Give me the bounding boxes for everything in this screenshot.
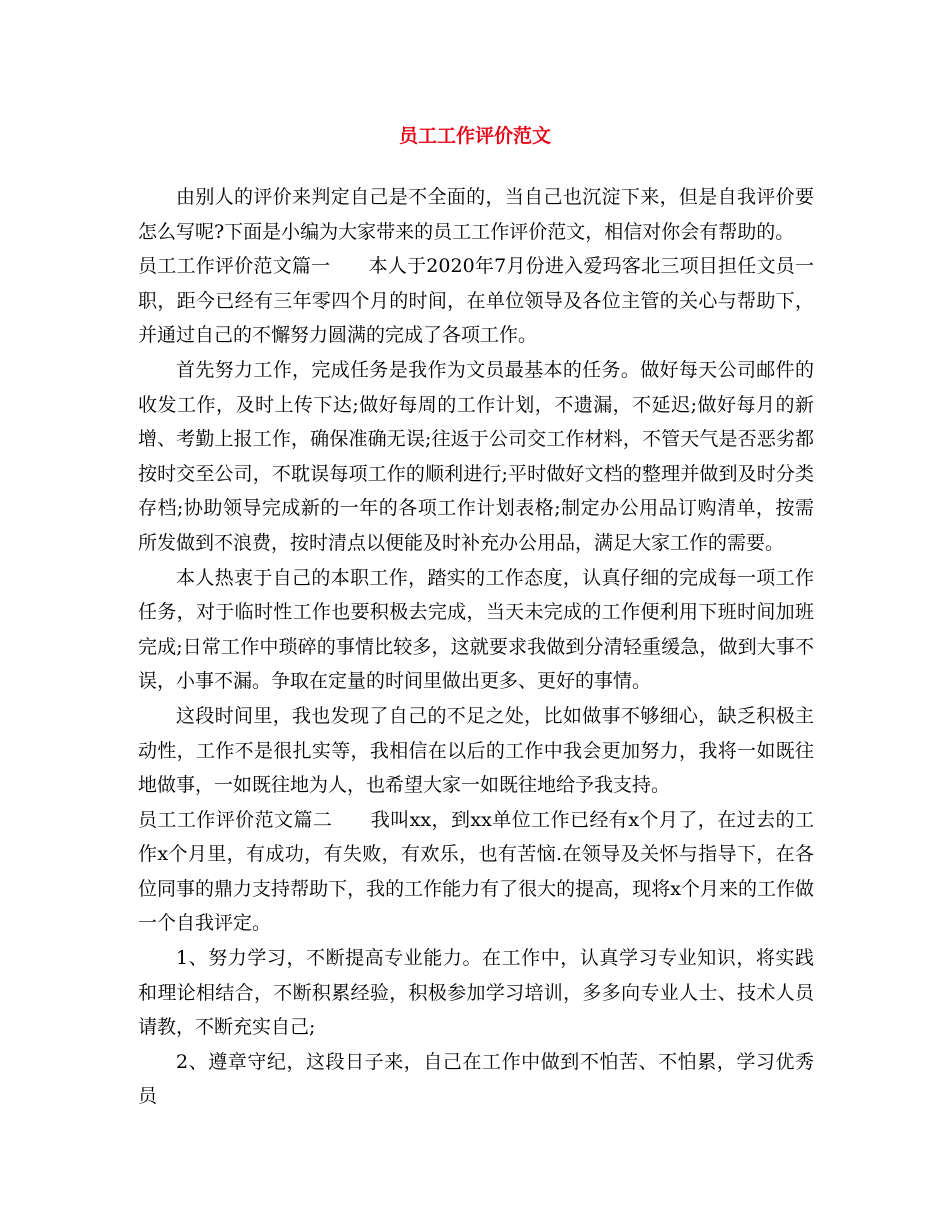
- body-paragraph: [138, 561, 814, 699]
- section-one-paragraph: [138, 249, 814, 353]
- numbered-paragraph: [138, 941, 814, 1045]
- paragraph-text: 这段时间里，我也发现了自己的不足之处，比如做事不够细心，缺乏积极主动性，工作不是很扎实等，我相信在以后的工作中我会更加努力，我将一如既往地做事，一如既往地为人，也希望大家一如既往地给予我支持。: [138, 704, 814, 797]
- body-paragraph: [138, 699, 814, 803]
- body-paragraph: [138, 353, 814, 561]
- paragraph-text: 首先努力工作，完成任务是我作为文员最基本的任务。做好每天公司邮件的收发工作，及时上传下达;做好每周的工作计划，不遗漏，不延迟;做好每月的新增、考勤上报工作，确保准确无误;往返于公司交工作材料，不管天气是否恶劣都按时交至公司，不耽误每项工作的顺利进行;平时做好文档的整理并做到及时分类存档;协助领导完成新的一年的各项工作计划表格;制定办公用品订购清单，按需所发做到不浪费，按时清点以便能及时补充办公用品，满足大家工作的需要。: [138, 358, 814, 554]
- section-two-paragraph: [138, 803, 814, 941]
- section-heading: 员工工作评价范文篇二: [138, 808, 333, 831]
- paragraph-text: 1、努力学习，不断提高专业能力。在工作中，认真学习专业知识，将实践和理论相结合，不断积累经验，积极参加学习培训，多多向专业人士、技术人员请教，不断充实自己;: [138, 947, 814, 1039]
- paragraph-text: 由别人的评价来判定自己是不全面的，当自己也沉淀下来，但是自我评价要怎么写呢?下面是小编为大家带来的员工工作评价范文，相信对你会有帮助的。: [138, 186, 814, 243]
- paragraph-text: 本人热衷于自己的本职工作，踏实的工作态度，认真仔细的完成每一项工作任务，对于临时性工作也要积极去完成，当天未完成的工作便利用下班时间加班完成;日常工作中琐碎的事情比较多，这就要求我做到分清轻重缓急，做到大事不误，小事不漏。争取在定量的时间里做出更多、更好的事情。: [138, 566, 814, 693]
- section-heading: 员工工作评价范文篇一: [138, 255, 331, 278]
- document-body: [138, 180, 814, 1114]
- intro-paragraph: [138, 180, 814, 249]
- paragraph-text: 本人于2020年7月份进入爱玛客北三项目担任文员一职，距今已经有三年零四个月的时间，在单位领导及各位主管的关心与帮助下，并通过自己的不懈努力圆满的完成了各项工作。: [138, 255, 814, 347]
- document-title: 员工工作评价范文: [398, 125, 551, 147]
- numbered-paragraph: [138, 1045, 814, 1114]
- paragraph-text: 我叫xx，到xx单位工作已经有x个月了，在过去的工作x个月里，有成功，有失败，有欢乐，也有苦恼.在领导及关怀与指导下，在各位同事的鼎力支持帮助下，我的工作能力有了很大的提高，现将x个月来的工作做一个自我评定。: [138, 808, 814, 935]
- paragraph-text: 2、遵章守纪，这段日子来，自己在工作中做到不怕苦、不怕累，学习优秀员: [138, 1050, 814, 1108]
